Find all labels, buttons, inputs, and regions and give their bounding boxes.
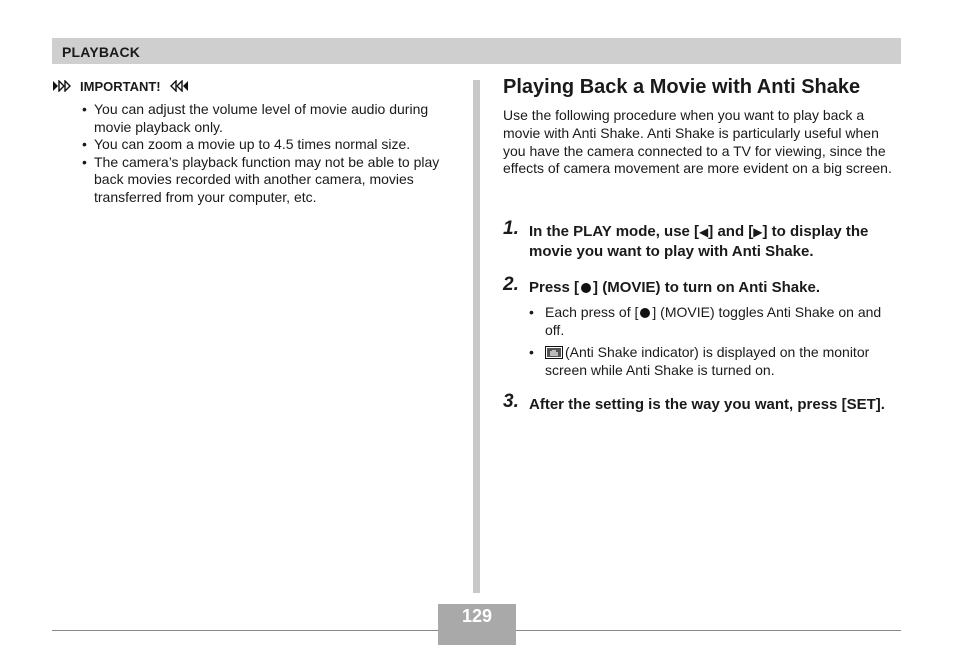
- right-arrow-icon: ▶: [753, 225, 763, 239]
- step-text: After the setting is the way you want, press [SET].: [529, 396, 885, 413]
- section-title: PLAYBACK: [62, 44, 141, 60]
- important-item: • The camera’s playback function may not be able to play back movies recorded with another camera, movies transferred from your computer, etc.: [82, 154, 452, 207]
- step-number: 1.: [503, 218, 519, 239]
- step-number: 3.: [503, 391, 519, 412]
- note-item: • (Anti Shake indicator) is displayed on the monitor screen while Anti Shake is turned on.: [529, 343, 904, 379]
- important-label: IMPORTANT!: [80, 78, 161, 94]
- note-item: • Each press of [ ] (MOVIE) toggles Anti Shake on and off.: [529, 303, 904, 339]
- important-list: [82, 101, 452, 206]
- important-right-icon: [167, 80, 189, 92]
- step-number: 2.: [503, 274, 519, 295]
- important-heading: [52, 78, 189, 94]
- important-item: • You can zoom a movie up to 4.5 times normal size.: [82, 136, 452, 154]
- record-dot-icon: [640, 308, 650, 318]
- page-title: Playing Back a Movie with Anti Shake: [503, 76, 861, 98]
- step-2-notes: [529, 303, 904, 379]
- page-number: 129: [461, 606, 493, 626]
- record-dot-icon: [581, 283, 591, 293]
- step-text: Press [ ] (MOVIE) to turn on Anti Shake.: [529, 279, 820, 296]
- left-arrow-icon: ◀: [699, 225, 709, 239]
- anti-shake-icon: [545, 346, 563, 359]
- page-number-box: [438, 604, 516, 645]
- section-header-bar: [52, 38, 901, 64]
- important-left-icon: [52, 80, 74, 92]
- step-text: In the PLAY mode, use [◀] and [▶] to display the movie you want to play with Anti Shake.: [529, 223, 869, 260]
- important-item: • You can adjust the volume level of movie audio during movie playback only.: [82, 101, 452, 136]
- column-divider: [473, 80, 480, 593]
- intro-paragraph: Use the following procedure when you want to play back a movie with Anti Shake. Anti Shake is particularly useful when you have the camera connected to a TV for viewing, since the effects of camera movement are more evident on a big screen.: [503, 107, 892, 177]
